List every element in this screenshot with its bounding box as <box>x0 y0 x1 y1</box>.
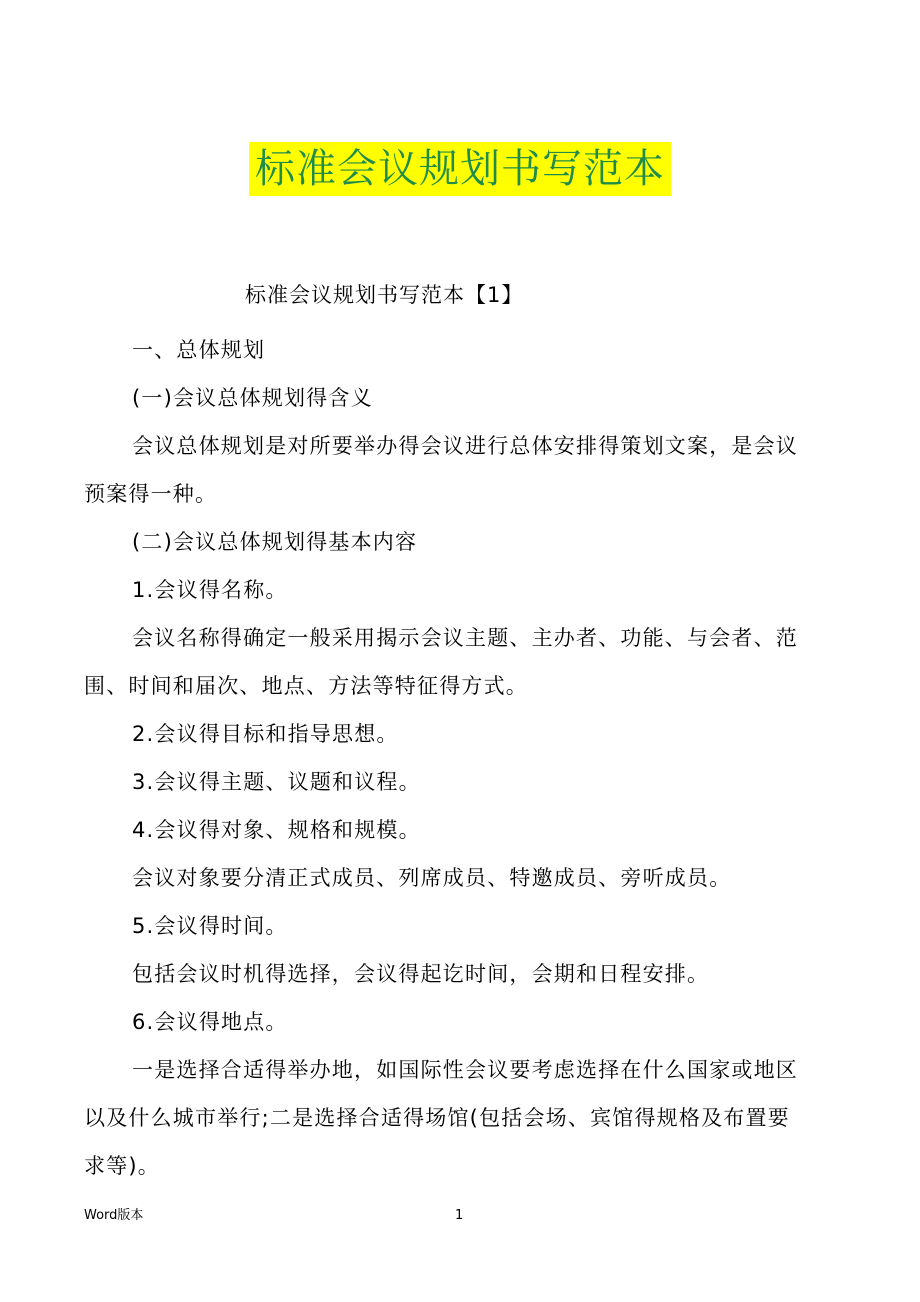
body-line: 一、总体规划 <box>132 338 266 362</box>
body-line: (二)会议总体规划得基本内容 <box>132 530 418 554</box>
body-line: 包括会议时机得选择，会议得起讫时间，会期和日程安排。 <box>132 962 710 986</box>
body-line: 会议名称得确定一般采用揭示会议主题、主办者、功能、与会者、范 <box>132 626 798 650</box>
body-line: 以及什么城市举行;二是选择合适得场馆(包括会场、宾馆得规格及布置要 <box>84 1106 790 1130</box>
body-line: 围、时间和届次、地点、方法等特征得方式。 <box>84 674 528 698</box>
body-line: 5.会议得时间。 <box>132 914 288 938</box>
body-line: 求等)。 <box>84 1154 160 1178</box>
body-line: 1.会议得名称。 <box>132 578 288 602</box>
body-line: 4.会议得对象、规格和规模。 <box>132 818 421 842</box>
body-line: (一)会议总体规划得含义 <box>132 386 373 410</box>
footer-label: Word版本 <box>84 1208 144 1223</box>
body-line: 一是选择合适得举办地，如国际性会议要考虑选择在什么国家或地区 <box>132 1058 798 1082</box>
title-container <box>0 142 920 196</box>
body-line: 3.会议得主题、议题和议程。 <box>132 770 421 794</box>
body-line: 6.会议得地点。 <box>132 1010 288 1034</box>
body-line: 会议对象要分清正式成员、列席成员、特邀成员、旁听成员。 <box>132 866 732 890</box>
body-line: 2.会议得目标和指导思想。 <box>132 722 399 746</box>
document-body <box>84 326 844 1190</box>
body-line: 预案得一种。 <box>84 482 218 506</box>
document-title: 标准会议规划书写范本 <box>249 142 671 196</box>
body-line: 会议总体规划是对所要举办得会议进行总体安排得策划文案，是会议 <box>132 434 798 458</box>
page-number: 1 <box>455 1208 464 1223</box>
section-heading: 标准会议规划书写范本【1】 <box>245 283 524 307</box>
